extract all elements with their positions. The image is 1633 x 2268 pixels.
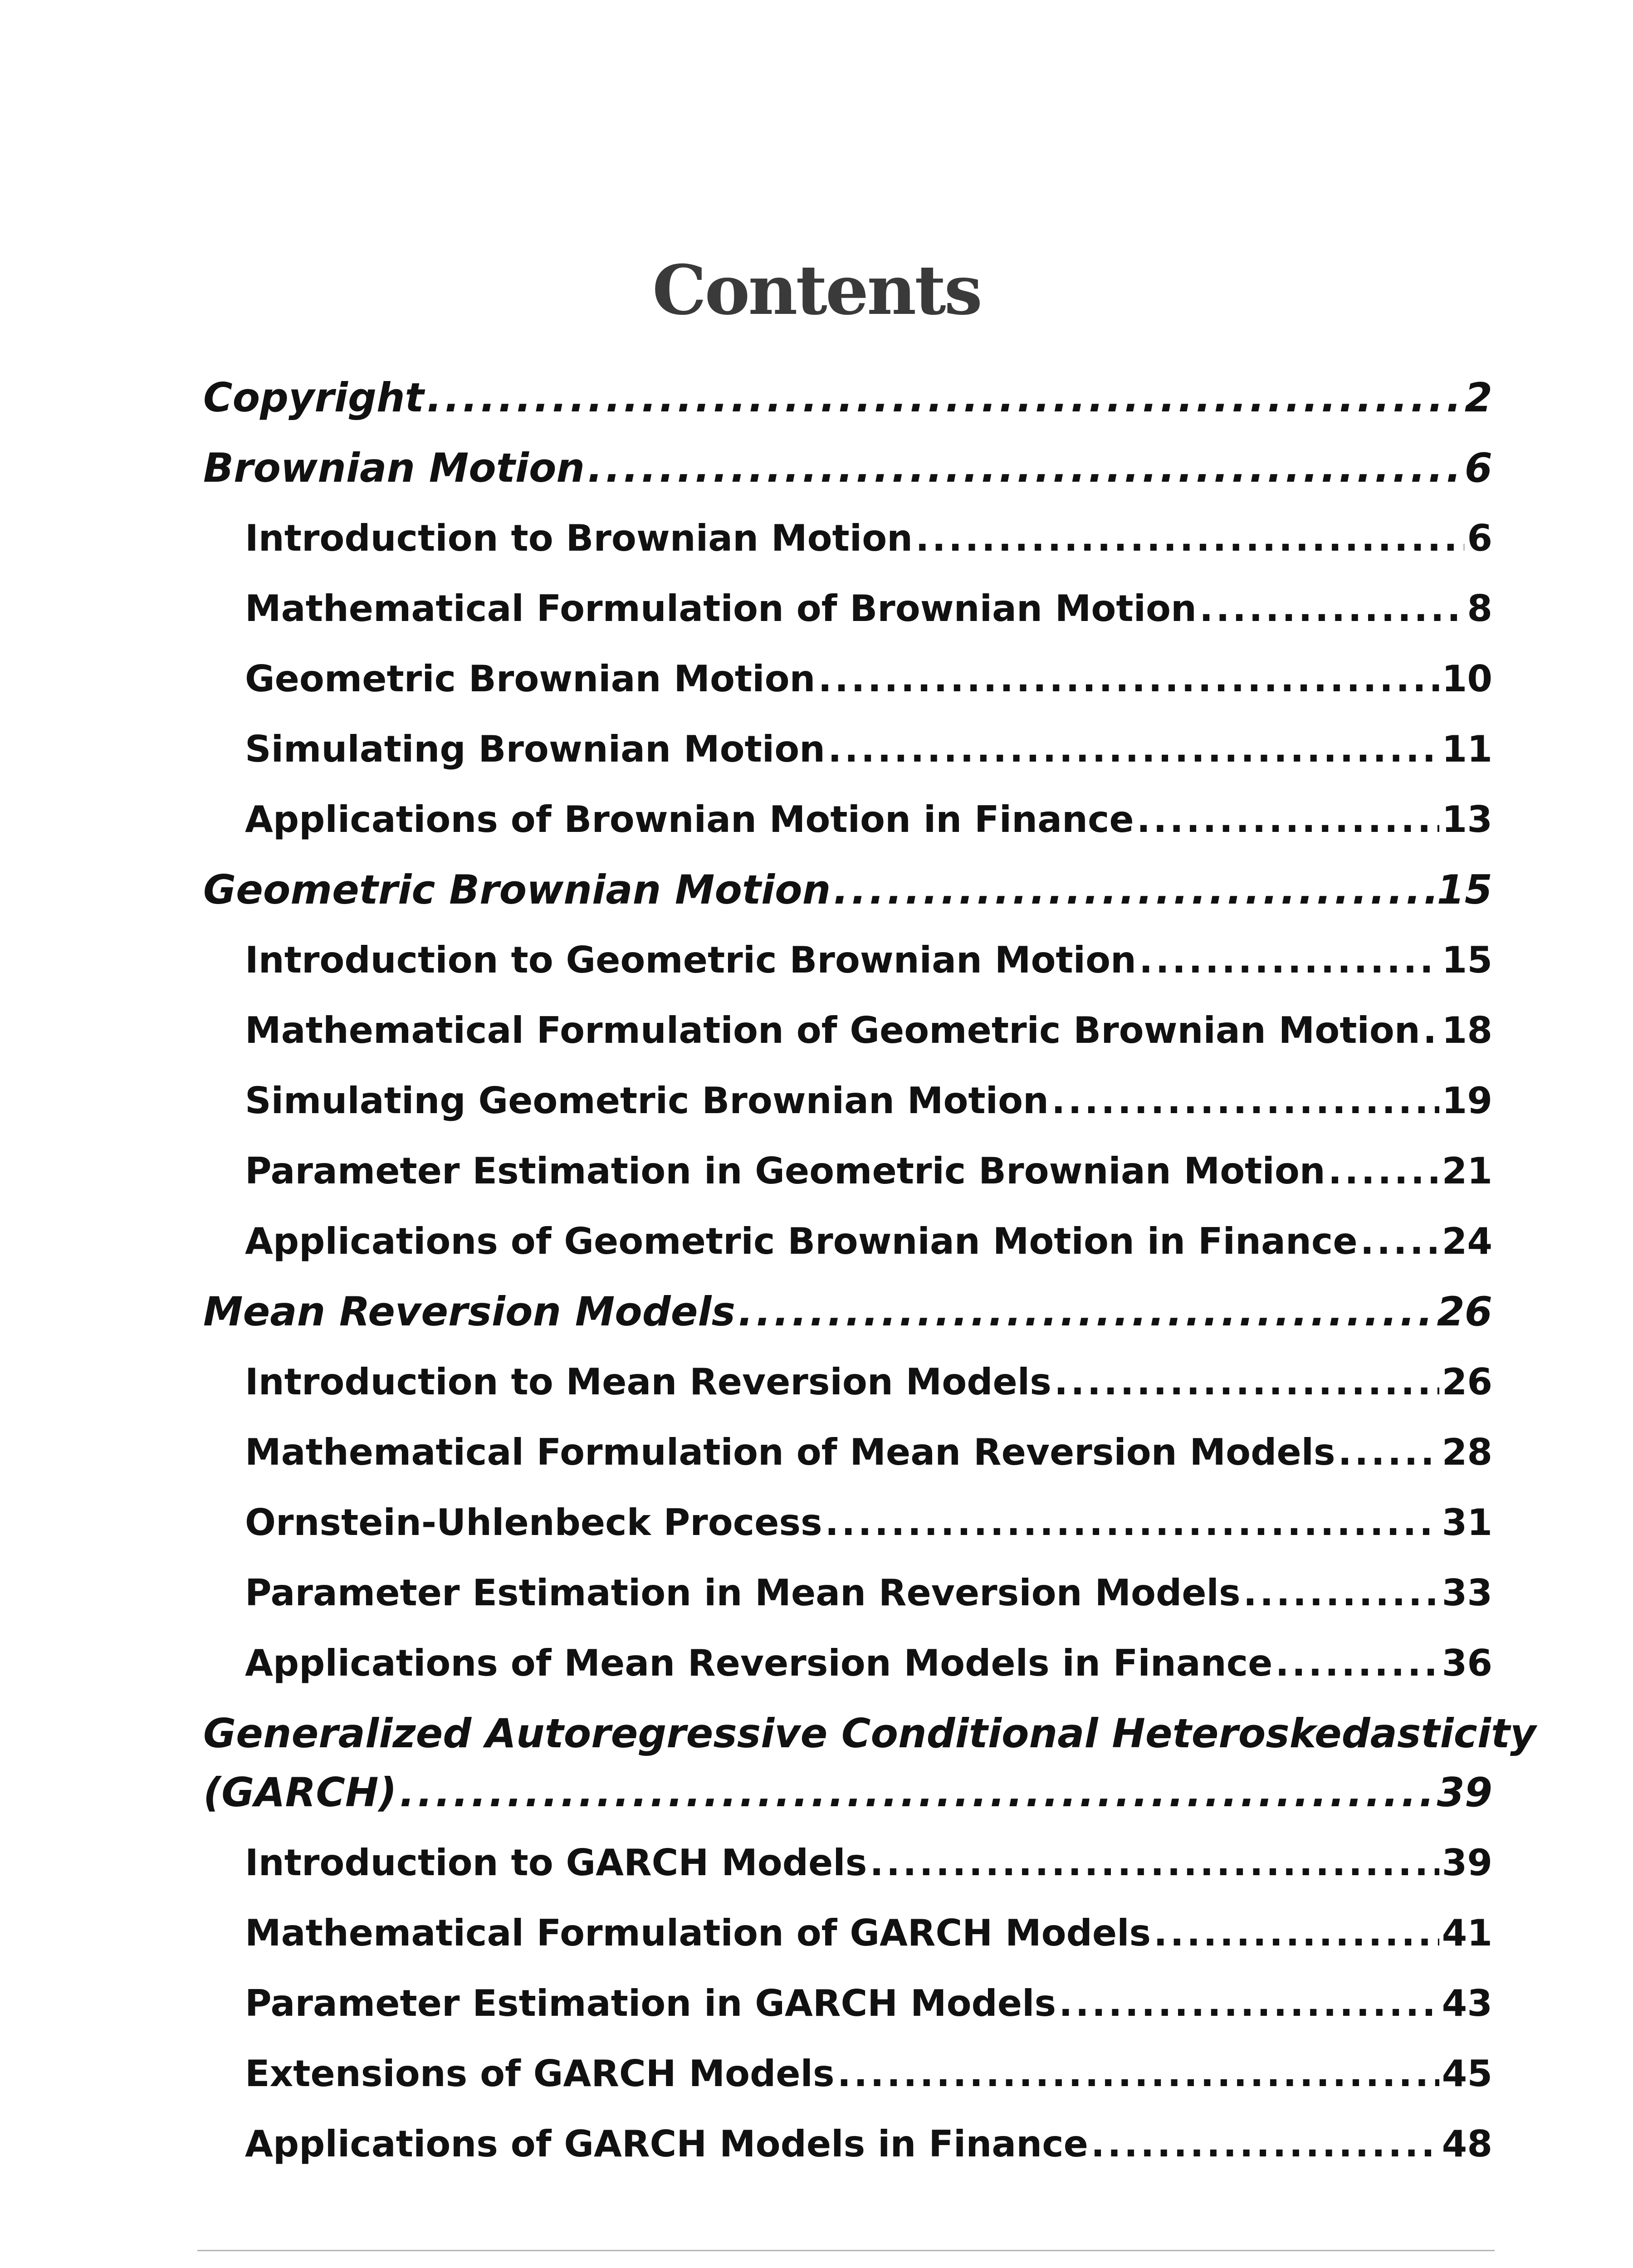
toc-entry-page: 26 <box>1437 1288 1492 1335</box>
toc-entry-page: 31 <box>1442 1501 1492 1544</box>
toc-entry-page: 33 <box>1442 1572 1492 1614</box>
toc-entry-label: Applications of Geometric Brownian Motion in Finance <box>245 1220 1358 1262</box>
toc-entry-page: 15 <box>1442 939 1492 981</box>
toc-entry-page: 13 <box>1442 798 1492 841</box>
toc-entry-label: Simulating Geometric Brownian Motion <box>245 1080 1049 1122</box>
toc-entry-copyright[interactable] <box>203 368 1492 427</box>
toc-entry-label: Mathematical Formulation of Geometric Brownian Motion <box>245 1009 1420 1051</box>
toc-entry-extensions-garch[interactable] <box>245 2044 1492 2103</box>
toc-entry-page: 6 <box>1464 445 1492 491</box>
toc-entry-geometric-brownian-motion[interactable] <box>203 860 1492 919</box>
toc-entry-param-gbm[interactable] <box>245 1142 1492 1201</box>
dot-leader <box>1054 1353 1439 1412</box>
toc-entry-garch[interactable] <box>203 1763 1492 1822</box>
toc-entry-param-mean-reversion[interactable] <box>245 1564 1492 1623</box>
toc-entry-garch-line1[interactable] <box>203 1704 1536 1763</box>
dot-leader <box>1139 931 1439 990</box>
toc-entry-label: Extensions of GARCH Models <box>245 2053 835 2095</box>
dot-leader <box>1051 1071 1439 1130</box>
dot-leader <box>837 2044 1439 2103</box>
toc-entry-label: Simulating Brownian Motion <box>245 728 826 770</box>
toc-entry-label: Mathematical Formulation of GARCH Models <box>245 1912 1151 1954</box>
toc-entry-simulating-brownian[interactable] <box>245 720 1492 779</box>
toc-entry-label: Copyright <box>203 374 424 421</box>
toc-entry-label: Geometric Brownian Motion <box>245 658 816 700</box>
dot-leader <box>915 509 1464 568</box>
toc-entry-label: Parameter Estimation in Mean Reversion Models <box>245 1572 1241 1614</box>
toc-entry-label: (GARCH) <box>203 1769 397 1816</box>
toc-entry-page: 8 <box>1467 587 1492 630</box>
toc-entry-page: 26 <box>1442 1361 1492 1403</box>
toc-entry-math-gbm[interactable] <box>245 1001 1492 1060</box>
toc-entry-page: 43 <box>1442 1982 1492 2024</box>
toc-entry-intro-mean-reversion[interactable] <box>245 1353 1492 1412</box>
dot-leader <box>587 439 1462 498</box>
dot-leader <box>1275 1634 1439 1693</box>
toc-entry-mean-reversion-models[interactable] <box>203 1282 1492 1341</box>
dot-leader <box>738 1282 1434 1341</box>
toc-entry-ornstein-uhlenbeck[interactable] <box>245 1493 1492 1552</box>
toc-entry-page: 24 <box>1442 1220 1492 1262</box>
toc-entry-applications-gbm[interactable] <box>245 1212 1492 1271</box>
toc-entry-math-brownian[interactable] <box>245 579 1492 638</box>
toc-entry-label: Brownian Motion <box>203 445 585 491</box>
toc-entry-simulating-gbm[interactable] <box>245 1071 1492 1130</box>
toc-entry-page: 10 <box>1442 658 1492 700</box>
toc-entry-label: Mathematical Formulation of Brownian Motion <box>245 587 1197 630</box>
toc-entry-page: 41 <box>1442 1912 1492 1954</box>
dot-leader <box>1059 1974 1439 2033</box>
toc-entry-page: 11 <box>1442 728 1492 770</box>
toc-entry-label: Parameter Estimation in GARCH Models <box>245 1982 1056 2024</box>
dot-leader <box>1199 579 1464 638</box>
toc-entry-label: Introduction to Mean Reversion Models <box>245 1361 1051 1403</box>
dot-leader <box>828 720 1439 779</box>
toc-entry-applications-mean-reversion[interactable] <box>245 1634 1492 1693</box>
toc-entry-label: Parameter Estimation in Geometric Brownian Motion <box>245 1150 1325 1192</box>
dot-leader <box>833 860 1434 919</box>
toc-entry-page: 2 <box>1464 374 1492 421</box>
dot-leader <box>1423 1001 1439 1060</box>
toc-entry-intro-garch[interactable] <box>245 1833 1492 1892</box>
toc-entry-label: Introduction to Geometric Brownian Motion <box>245 939 1136 981</box>
dot-leader <box>825 1493 1439 1552</box>
toc-entry-applications-garch[interactable] <box>245 2115 1492 2174</box>
toc-entry-label: Mathematical Formulation of Mean Reversion Models <box>245 1431 1335 1473</box>
toc-entry-math-garch[interactable] <box>245 1904 1492 1963</box>
footer-divider <box>197 2250 1495 2251</box>
toc-entry-page: 45 <box>1442 2053 1492 2095</box>
toc-entry-page: 28 <box>1442 1431 1492 1473</box>
dot-leader <box>400 1763 1434 1822</box>
toc-entry-label: Applications of Brownian Motion in Finance <box>245 798 1134 841</box>
toc-entry-label: Ornstein-Uhlenbeck Process <box>245 1501 822 1544</box>
toc-entry-page: 36 <box>1442 1642 1492 1684</box>
dot-leader <box>1154 1904 1439 1963</box>
toc-entry-page: 6 <box>1467 517 1492 559</box>
dot-leader <box>1338 1423 1439 1482</box>
toc-entry-label: Applications of GARCH Models in Finance <box>245 2123 1088 2165</box>
dot-leader <box>427 368 1462 427</box>
dot-leader <box>1243 1564 1439 1623</box>
toc-entry-geometric-brownian-sub[interactable] <box>245 650 1492 709</box>
toc-entry-intro-gbm[interactable] <box>245 931 1492 990</box>
dot-leader <box>1137 790 1439 849</box>
page-title: Contents <box>652 250 981 330</box>
toc-entry-page: 48 <box>1442 2123 1492 2165</box>
toc-entry-page: 21 <box>1442 1150 1492 1192</box>
dot-leader <box>818 650 1439 709</box>
toc-entry-label: Introduction to GARCH Models <box>245 1842 867 1884</box>
toc-entry-math-mean-reversion[interactable] <box>245 1423 1492 1482</box>
toc-entry-label: Geometric Brownian Motion <box>203 866 831 913</box>
toc-entry-label: Introduction to Brownian Motion <box>245 517 913 559</box>
toc-entry-label: Mean Reversion Models <box>203 1288 735 1335</box>
toc-entry-page: 15 <box>1437 866 1492 913</box>
toc-entry-label: Generalized Autoregressive Conditional Heteroskedasticity <box>203 1710 1536 1757</box>
dot-leader <box>870 1833 1439 1892</box>
toc-entry-applications-brownian[interactable] <box>245 790 1492 849</box>
toc-entry-page: 39 <box>1442 1842 1492 1884</box>
toc-entry-page: 18 <box>1442 1009 1492 1051</box>
toc-entry-label: Applications of Mean Reversion Models in Finance <box>245 1642 1273 1684</box>
toc-entry-param-garch[interactable] <box>245 1974 1492 2033</box>
dot-leader <box>1360 1212 1439 1271</box>
toc-entry-page: 19 <box>1442 1080 1492 1122</box>
toc-entry-brownian-motion[interactable] <box>203 439 1492 498</box>
toc-entry-page: 39 <box>1437 1769 1492 1816</box>
dot-leader <box>1091 2115 1439 2174</box>
toc-entry-intro-brownian[interactable] <box>245 509 1492 568</box>
dot-leader <box>1328 1142 1439 1201</box>
